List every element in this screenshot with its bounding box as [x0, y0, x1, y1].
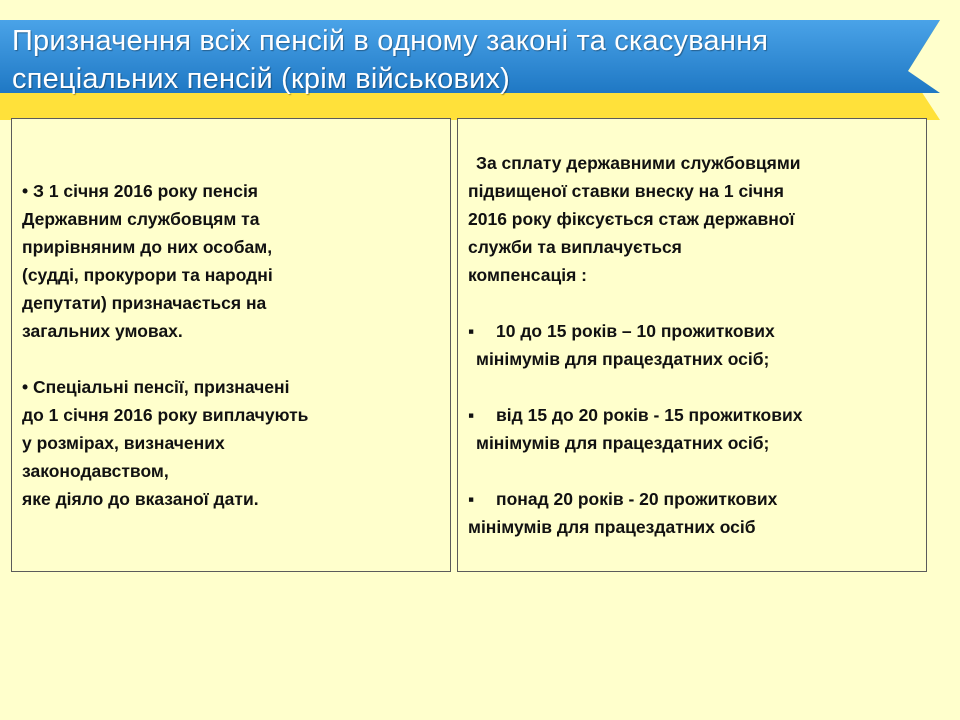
left-bullet-2	[22, 373, 440, 513]
text-line: депутати) призначається на	[22, 293, 267, 313]
text-line: служби та виплачується	[468, 237, 682, 257]
square-bullet-icon: ▪	[468, 321, 475, 341]
text-line: 2016 року фіксується стаж державної	[468, 209, 795, 229]
text-line: компенсація :	[468, 265, 588, 285]
page-title	[12, 22, 932, 98]
text-line: мінімумів для працездатних осіб;	[476, 433, 770, 453]
text-line: законодавством,	[22, 461, 169, 481]
right-list-item-1	[468, 317, 918, 373]
right-text-box	[457, 118, 927, 572]
text-line: • З 1 січня 2016 року пенсія	[22, 181, 259, 201]
text-line: • Спеціальні пенсії, призначені	[22, 377, 290, 397]
spacer	[468, 373, 918, 401]
spacer	[22, 345, 440, 373]
title-line-2: спеціальних пенсій (крім військових)	[12, 63, 511, 95]
text-line: За сплату державними службовцями	[476, 153, 801, 173]
right-list-item-2	[468, 401, 918, 457]
left-text-box	[11, 118, 451, 572]
text-line: Державним службовцям та	[22, 209, 260, 229]
right-list-item-3	[468, 485, 918, 541]
square-bullet-icon: ▪	[468, 489, 475, 509]
text-line: у розмірах, визначених	[22, 433, 225, 453]
spacer	[468, 289, 918, 317]
text-line: мінімумів для працездатних осіб	[468, 517, 756, 537]
text-line: до 1 січня 2016 року виплачують	[22, 405, 309, 425]
title-banner	[0, 0, 960, 130]
right-intro	[468, 149, 918, 289]
text-line: від 15 до 20 років - 15 прожиткових	[496, 405, 803, 425]
text-line: 10 до 15 років – 10 прожиткових	[496, 321, 775, 341]
text-line: прирівняним до них особам,	[22, 237, 273, 257]
square-bullet-icon: ▪	[468, 405, 475, 425]
text-line: загальних умовах.	[22, 321, 183, 341]
text-line: мінімумів для працездатних осіб;	[476, 349, 770, 369]
title-line-1: Призначення всіх пенсій в одному законі та скасування	[12, 25, 769, 57]
text-line: понад 20 років - 20 прожиткових	[496, 489, 778, 509]
text-line: підвищеної ставки внеску на 1 січня	[468, 181, 784, 201]
text-line: яке діяло до вказаної дати.	[22, 489, 259, 509]
left-bullet-1	[22, 177, 440, 345]
spacer	[468, 457, 918, 485]
text-line: (судді, прокурори та народні	[22, 265, 273, 285]
